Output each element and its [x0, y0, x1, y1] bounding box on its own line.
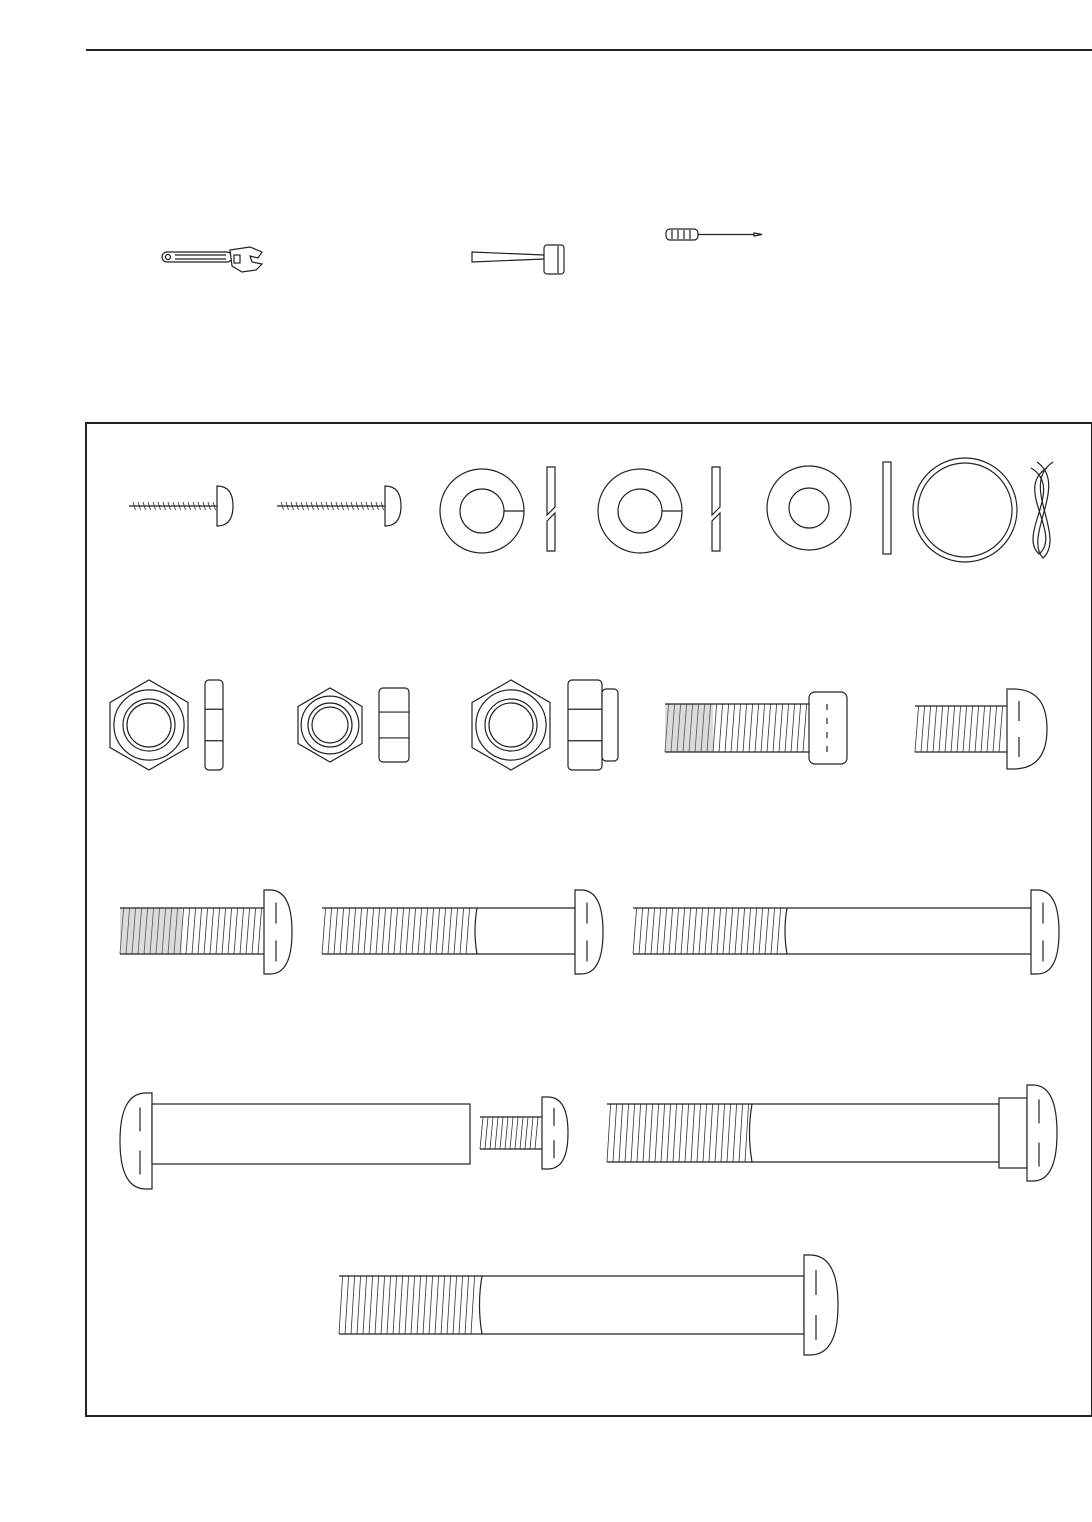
button-head-bolt-short	[915, 689, 1047, 769]
header-rule	[86, 49, 1092, 51]
hex-nut-thin	[110, 680, 223, 770]
carriage-bolt-long	[607, 1085, 1057, 1181]
flat-washer	[767, 462, 891, 554]
tools-illustration	[0, 0, 1092, 300]
button-head-bolt-long-shoulder	[633, 890, 1059, 974]
hardware-parts-illustration	[87, 424, 1091, 1415]
socket-head-bolt	[665, 692, 847, 764]
split-lock-washer-large	[598, 467, 720, 553]
split-lock-washer-small	[440, 467, 555, 553]
nylon-lock-nut-small	[298, 688, 409, 762]
mallet-icon	[472, 245, 564, 274]
button-head-bolt-extra-long	[339, 1255, 838, 1355]
screwdriver-icon	[666, 229, 762, 240]
button-head-bolt-shoulder	[322, 890, 603, 974]
adjustable-wrench-icon	[162, 247, 262, 272]
axle-bolt-with-end-screw	[120, 1093, 568, 1189]
button-head-bolt-medium	[120, 890, 292, 974]
nylon-lock-nut-large	[472, 680, 618, 770]
tapping-screw-long	[277, 486, 401, 526]
wave-washer	[913, 458, 1053, 562]
hardware-parts-panel	[85, 422, 1092, 1417]
tapping-screw-short	[129, 486, 233, 526]
